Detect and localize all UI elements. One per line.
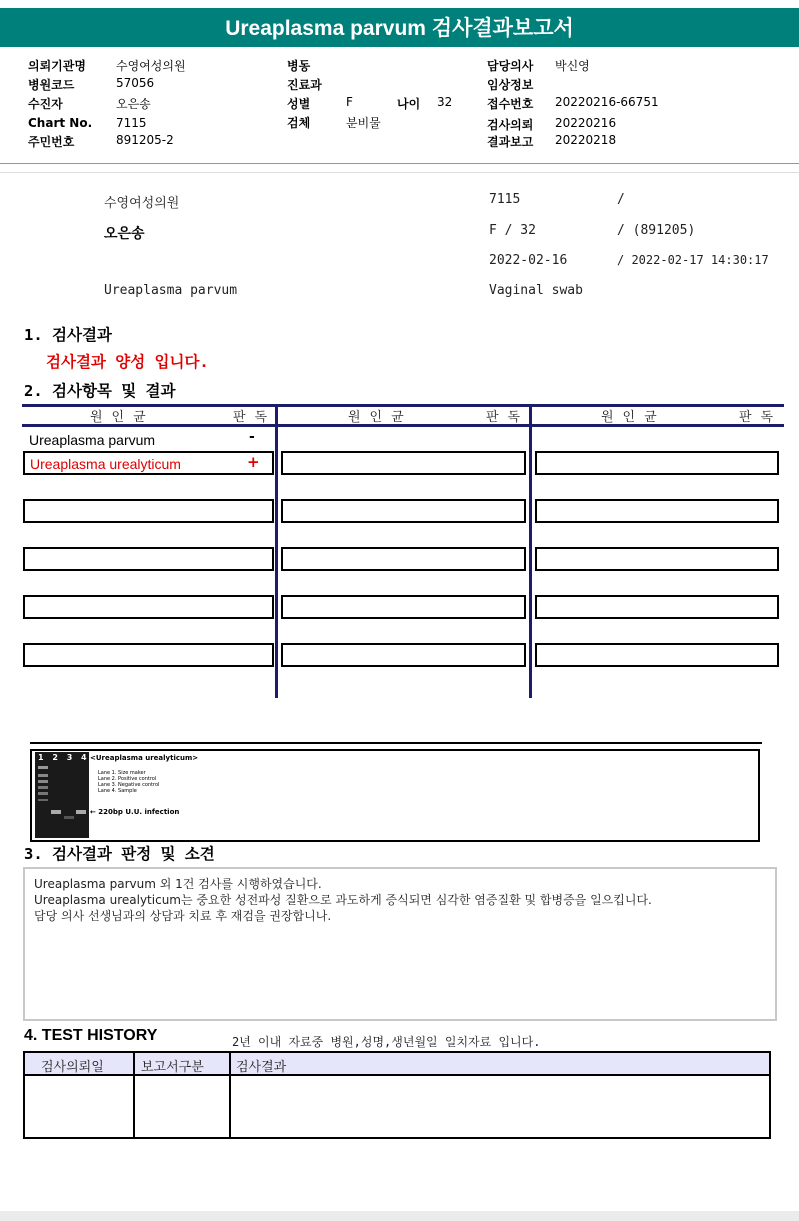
clinical-label: 임상정보: [487, 78, 534, 92]
summary-birth: / (891205): [617, 223, 696, 238]
gel-frame: [30, 749, 760, 842]
receipt-value: 20220216-66751: [555, 95, 659, 109]
code-value: 57056: [116, 76, 155, 90]
section2-title: 2. 검사항목 및 결과: [24, 382, 176, 400]
gel-band: [64, 816, 74, 819]
code-label: 병원코드: [28, 78, 75, 92]
age-label: 나이: [397, 97, 421, 111]
summary-date1: 2022-02-16: [489, 253, 568, 268]
table-divider-1: [275, 404, 278, 698]
sex-label: 성별: [287, 97, 311, 111]
result-box: [281, 547, 526, 571]
result-box: [23, 499, 274, 523]
pathogen-result: -: [249, 429, 255, 445]
result-box: [23, 595, 274, 619]
result-box: [281, 451, 526, 475]
gel-band: [38, 774, 48, 777]
result-box: [535, 547, 779, 571]
col-judge-3: 판독: [739, 410, 783, 425]
hospital-label: 의뢰기관명: [28, 59, 86, 73]
gel-title: <Ureaplasma urealyticum>: [90, 754, 199, 762]
history-col-date: 검사의뢰일: [41, 1060, 104, 1075]
chart-value: 7115: [116, 116, 147, 130]
patient-value: 오은송: [116, 97, 151, 111]
section1-title: 1. 검사결과: [24, 326, 112, 344]
receipt-label: 접수번호: [487, 97, 534, 111]
gel-legend-2: Lane 2. Positive control: [98, 776, 157, 782]
id-value: 891205-2: [116, 133, 174, 147]
divider-top: [0, 163, 799, 164]
section4-title: 4. TEST HISTORY: [24, 1027, 158, 1044]
gel-band: [76, 810, 86, 814]
result-box: [535, 451, 779, 475]
gel-band: [38, 780, 48, 783]
col-pathogen-1: 원인균: [90, 410, 155, 425]
divider-light: [0, 172, 799, 173]
summary-name: 오은송: [104, 226, 145, 242]
sex-value: F: [346, 95, 353, 109]
gel-lane-numbers: 1 2 3 4: [38, 753, 90, 762]
pathogen-name-positive: Ureaplasma urealyticum: [30, 456, 181, 472]
summary-specimen: Vaginal swab: [489, 283, 583, 298]
gel-legend-3: Lane 3. Negative control: [98, 782, 160, 788]
result-box: [535, 643, 779, 667]
pathogen-result-positive: +: [247, 453, 260, 471]
chart-label: Chart No.: [28, 116, 93, 130]
dept-label: 진료과: [287, 78, 322, 92]
comment-line-2: Ureaplasma urealyticum는 중요한 성전파성 질환으로 과도하게 증식되면 심각한 염증질환 및 합병증을 일으킵니다.: [34, 893, 652, 907]
gel-legend-1: Lane 1. Size maker: [98, 770, 146, 776]
gel-band-label: ← 220bp U.U. infection: [90, 808, 180, 816]
comment-line-1: Ureaplasma parvum 외 1건 검사를 시행하였습니다.: [34, 877, 322, 891]
gel-band: [38, 799, 48, 801]
history-header-row: [25, 1053, 769, 1076]
history-col-divider-2: [229, 1053, 231, 1137]
result-box: [281, 499, 526, 523]
history-col-result: 검사결과: [236, 1060, 287, 1075]
col-judge-2: 판독: [486, 410, 530, 425]
doctor-value: 박신영: [555, 59, 590, 73]
ward-label: 병동: [287, 59, 311, 73]
result-box: [535, 499, 779, 523]
result-box: [23, 547, 274, 571]
report-value: 20220218: [555, 133, 617, 147]
result-box: [281, 595, 526, 619]
summary-chart: 7115: [489, 192, 521, 207]
gel-band: [51, 810, 61, 814]
result-positive-text: 검사결과 양성 입니다.: [46, 353, 209, 371]
result-box: [23, 643, 274, 667]
history-col-divider-1: [133, 1053, 135, 1137]
section3-title: 3. 검사결과 판정 및 소견: [24, 845, 215, 863]
history-col-type: 보고서구분: [141, 1060, 204, 1075]
pathogen-name: Ureaplasma parvum: [29, 432, 156, 448]
report-label: 결과보고: [487, 135, 534, 149]
col-judge-1: 판독: [233, 410, 277, 425]
col-pathogen-3: 원인균: [601, 410, 666, 425]
gel-top-line: [30, 742, 762, 744]
summary-test: Ureaplasma parvum: [104, 283, 238, 298]
hospital-value: 수영여성의원: [116, 59, 186, 73]
summary-date2: / 2022-02-17 14:30:17: [617, 253, 769, 267]
doctor-label: 담당의사: [487, 59, 534, 73]
summary-slash: /: [617, 192, 625, 207]
col-pathogen-2: 원인균: [348, 410, 413, 425]
report-title: Ureaplasma parvum 검사결과보고서: [0, 8, 799, 47]
summary-clinic: 수영여성의원: [104, 196, 180, 211]
gel-legend-4: Lane 4. Sample: [98, 788, 137, 794]
age-value: 32: [437, 95, 453, 109]
specimen-value: 분비물: [346, 116, 381, 130]
specimen-label: 검체: [287, 116, 311, 130]
comment-box: [23, 867, 777, 1021]
history-table: [23, 1051, 771, 1139]
result-box: [535, 595, 779, 619]
table-divider-2: [529, 404, 532, 698]
bottom-bar: [0, 1211, 799, 1221]
result-box: [281, 643, 526, 667]
gel-band: [38, 786, 48, 789]
history-note: 2년 이내 자료중 병원,성명,생년월일 일치자료 입니다.: [232, 1035, 541, 1049]
patient-label: 수진자: [28, 97, 63, 111]
request-label: 검사의뢰: [487, 118, 534, 132]
gel-band: [38, 766, 48, 769]
summary-sexage: F / 32: [489, 223, 536, 238]
gel-image: [35, 752, 89, 838]
comment-line-3: 담당 의사 선생님과의 상담과 치료 후 재검을 권장합니나.: [34, 909, 332, 923]
request-value: 20220216: [555, 116, 617, 130]
id-label: 주민번호: [28, 135, 75, 149]
gel-band: [38, 792, 48, 795]
